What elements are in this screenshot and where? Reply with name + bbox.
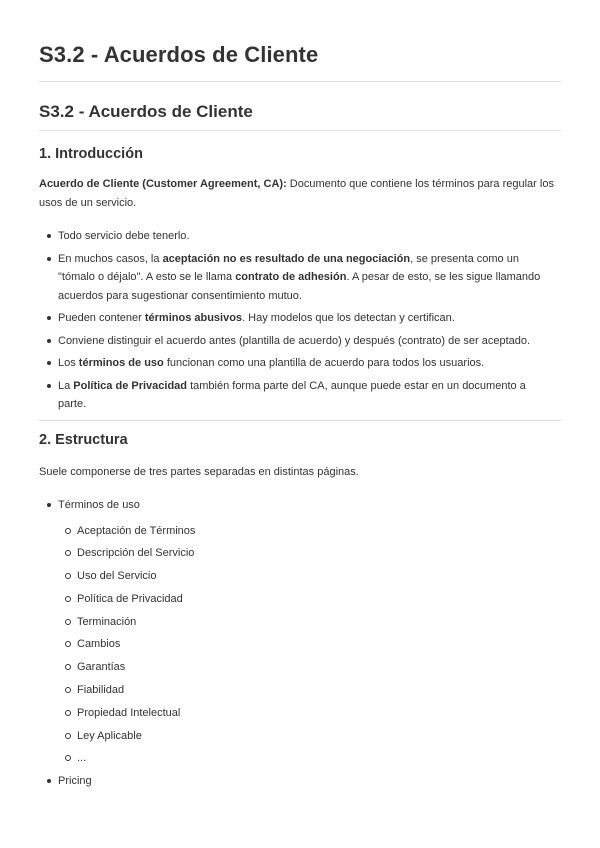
section-heading-estructura: 2. Estructura <box>39 432 128 448</box>
page-title: S3.2 - Acuerdos de Cliente <box>39 42 319 67</box>
list-item-text: En muchos casos, la <box>58 252 163 265</box>
terms-sublist <box>58 522 548 768</box>
document-subtitle: S3.2 - Acuerdos de Cliente <box>39 102 253 121</box>
list-item <box>58 250 548 306</box>
list-item-text: también forma parte del CA, aunque puede estar en un documento a parte. <box>58 379 526 410</box>
subtitle-divider <box>39 130 561 131</box>
list-item <box>58 309 548 328</box>
emphasis-text: Política de Privacidad <box>73 379 188 392</box>
section-divider <box>39 420 561 421</box>
list-item <box>58 354 548 373</box>
list-item <box>58 227 548 246</box>
section-heading-introduccion: 1. Introducción <box>39 146 143 162</box>
list-item-pricing <box>58 772 548 791</box>
sublist-item: Garantías <box>77 658 548 677</box>
emphasis-text: términos abusivos <box>144 312 243 324</box>
sublist-item: Propiedad Intelectual <box>77 704 548 723</box>
definition-term: Acuerdo de Cliente (Customer Agreement, CA): <box>39 178 287 190</box>
list-item-text: Pricing <box>58 775 92 788</box>
emphasis-text: términos de uso <box>78 357 164 369</box>
structure-list <box>58 496 548 791</box>
emphasis-text: contrato de adhesión <box>235 271 347 283</box>
list-item-text: Pueden contener <box>58 312 145 324</box>
sublist-item: ... <box>77 749 548 768</box>
list-item-text: . Hay modelos que los detectan y certifican. <box>242 312 455 324</box>
sublist-item: Cambios <box>77 635 548 654</box>
intro-bullet-list <box>58 227 548 418</box>
sublist-item: Uso del Servicio <box>77 567 548 586</box>
list-item-text: Términos de uso <box>58 499 140 511</box>
list-item-text: Los <box>58 357 79 369</box>
sublist-item: Aceptación de Términos <box>77 522 548 541</box>
list-item-text: Conviene distinguir el acuerdo antes (plantilla de acuerdo) y después (contrato) de ser aceptado. <box>58 334 531 347</box>
list-item <box>58 377 548 414</box>
sublist-item: Descripción del Servicio <box>77 544 548 563</box>
list-item-terminos-de-uso <box>58 496 548 515</box>
list-item-text: Todo servicio debe tenerlo. <box>58 230 190 242</box>
definition-paragraph <box>39 175 561 212</box>
list-item-text: La <box>58 379 74 392</box>
sublist-item: Ley Aplicable <box>77 727 548 746</box>
definition-text: Documento que contiene los términos para regular los usos de un servicio. <box>39 178 554 209</box>
sublist-item: Terminación <box>77 613 548 632</box>
list-item-text: . A pesar de esto, se les sigue llamando acuerdos para sugestionar consentimiento mutuo. <box>58 271 541 302</box>
list-item-text: , se presenta como un "tómalo o déjalo". A esto se le llama <box>58 252 519 283</box>
sublist-item: Política de Privacidad <box>77 590 548 609</box>
list-item <box>58 332 548 351</box>
emphasis-text: aceptación no es resultado de una negociación <box>162 252 411 265</box>
title-divider <box>39 81 561 82</box>
structure-intro: Suele componerse de tres partes separadas en distintas páginas. <box>39 466 359 478</box>
sublist-item: Fiabilidad <box>77 681 548 700</box>
list-item-text: funcionan como una plantilla de acuerdo para todos los usuarios. <box>163 357 485 369</box>
